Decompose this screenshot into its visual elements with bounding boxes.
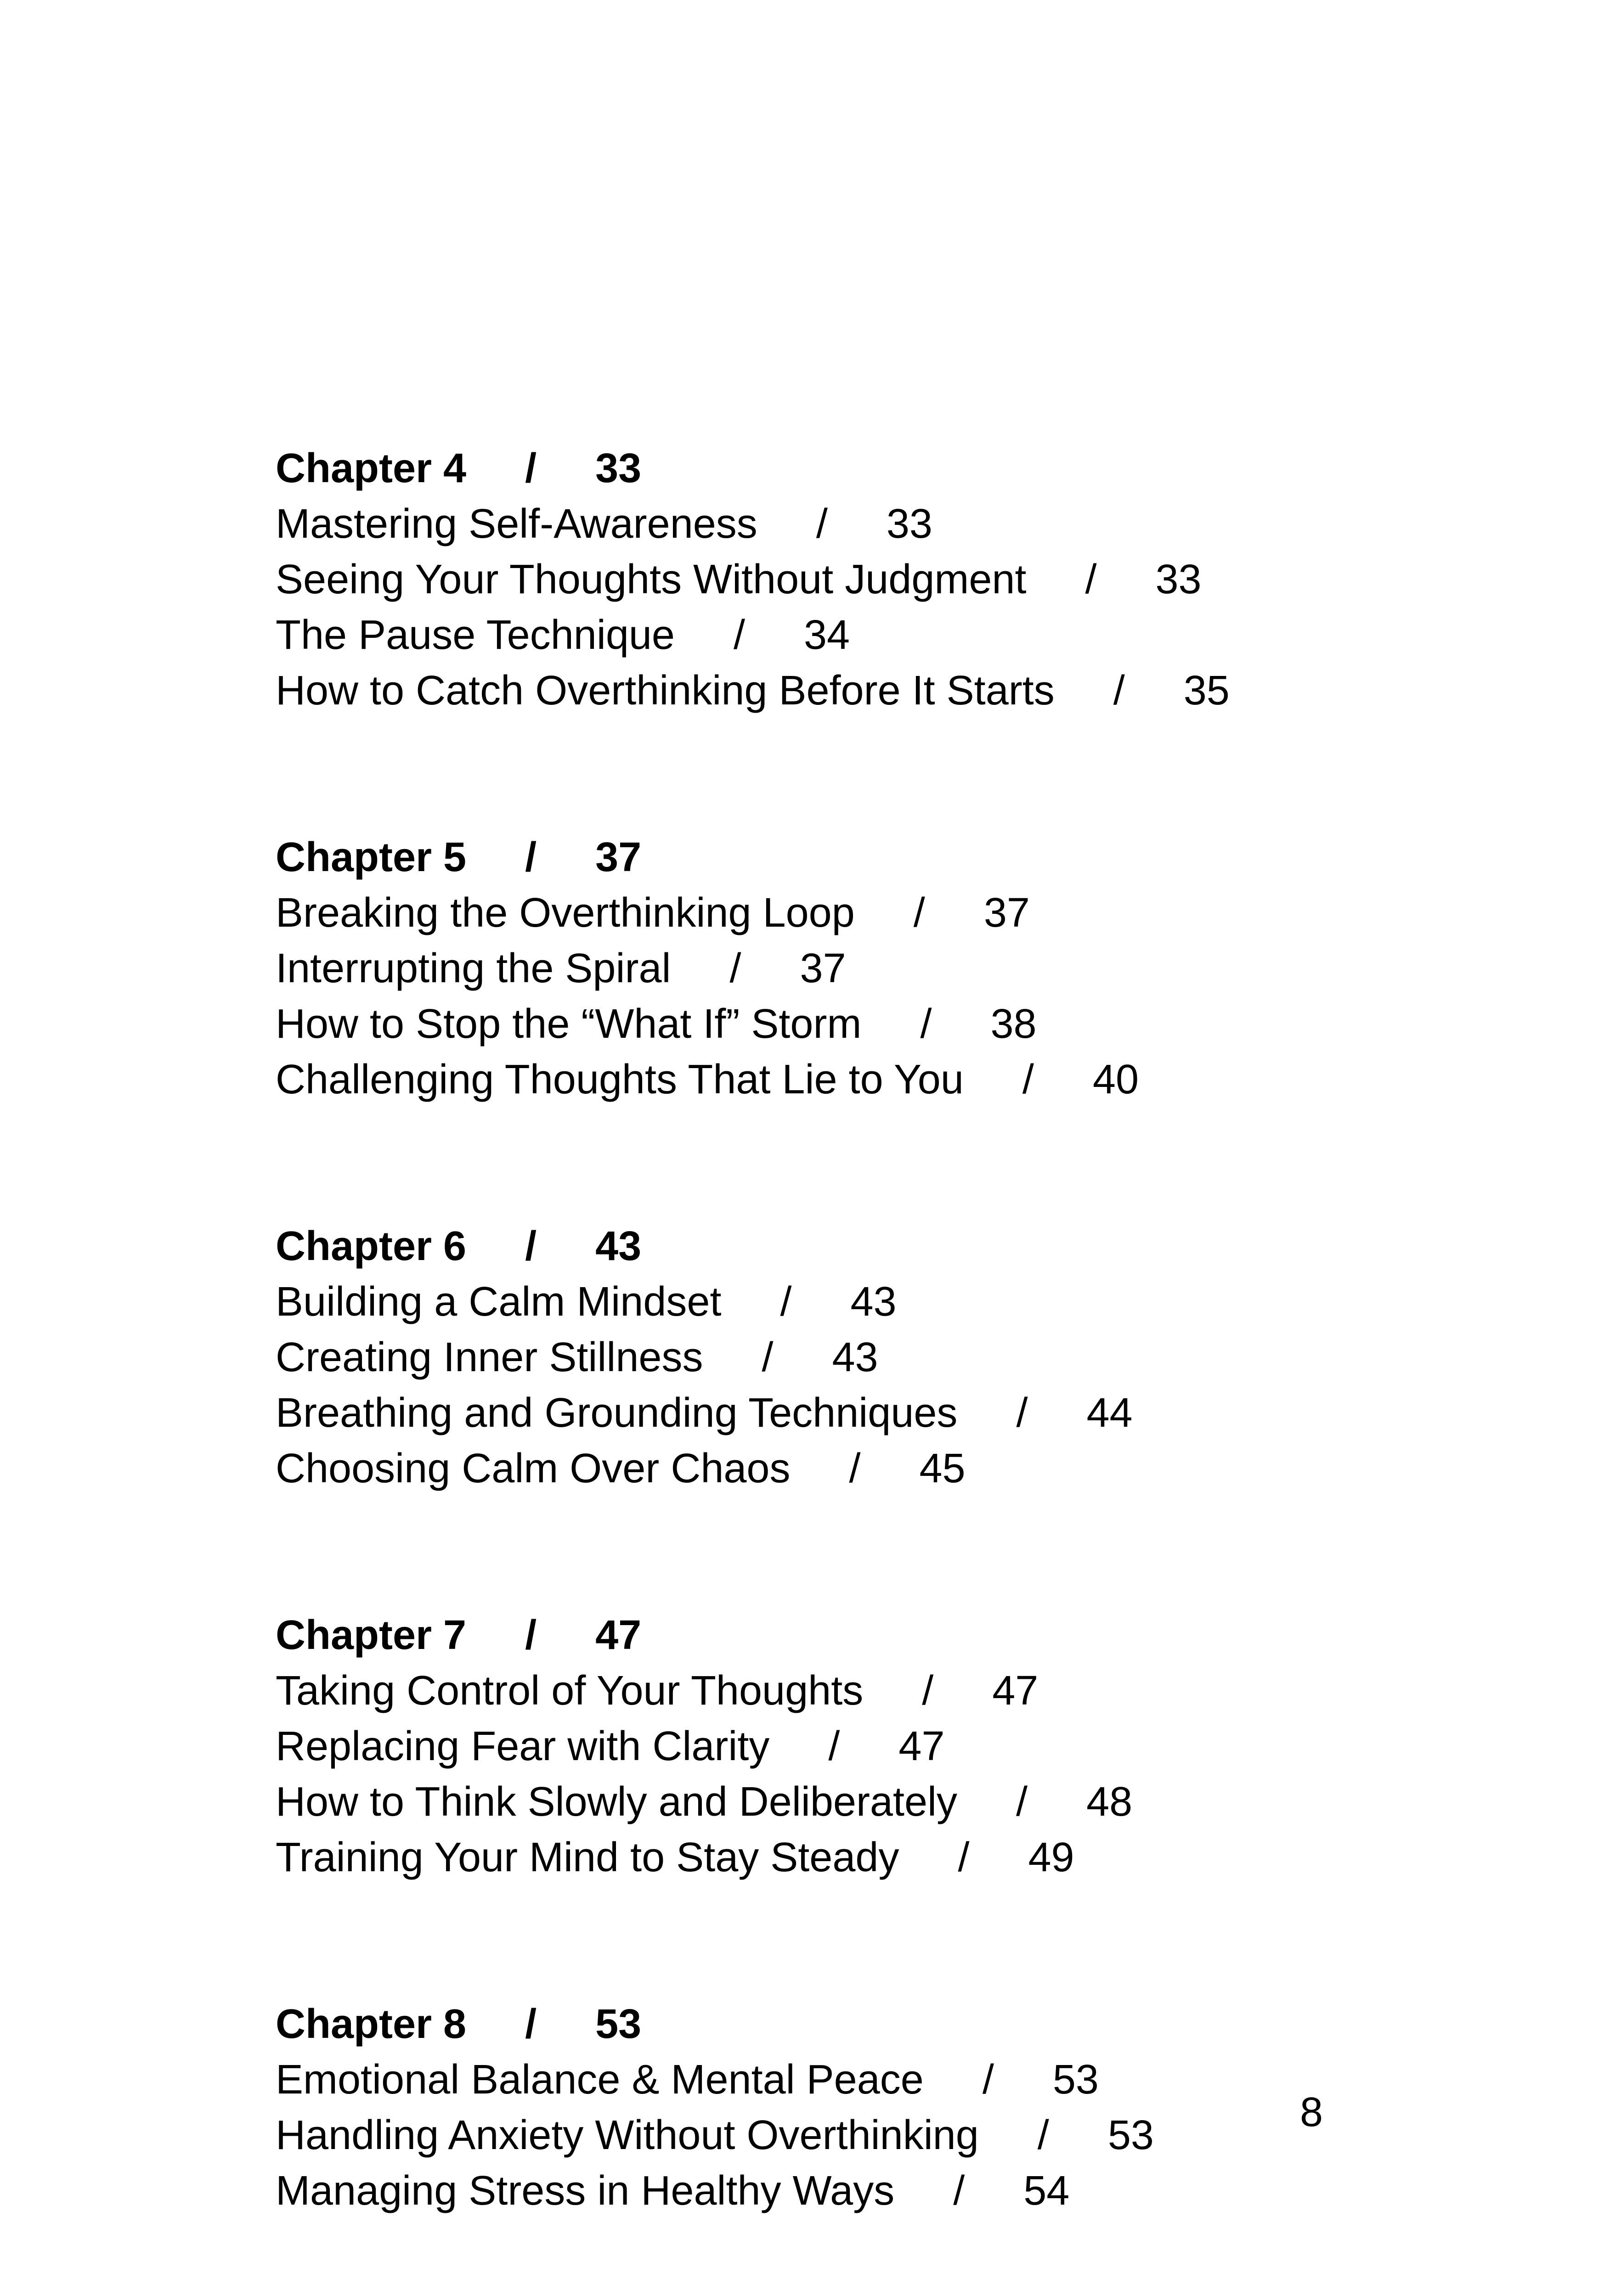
entry-page: 40 bbox=[1092, 1057, 1139, 1103]
separator: / bbox=[849, 1446, 861, 1491]
entry-title: How to Catch Overthinking Before It Starts bbox=[276, 668, 1055, 714]
toc-section-chapter-8 bbox=[276, 1997, 1516, 2219]
entry-title: Mastering Self-Awareness bbox=[276, 501, 757, 547]
toc-section-chapter-5 bbox=[276, 830, 1516, 1108]
separator: / bbox=[525, 2001, 537, 2047]
toc-entry bbox=[276, 1719, 1516, 1774]
entry-page: 43 bbox=[832, 1334, 878, 1380]
separator: / bbox=[1016, 1779, 1028, 1825]
chapter-title: Chapter 5 bbox=[276, 834, 467, 880]
chapter-page: 33 bbox=[595, 445, 642, 491]
entry-page: 44 bbox=[1086, 1390, 1133, 1436]
toc-entry bbox=[276, 1441, 1516, 1497]
separator: / bbox=[953, 2168, 965, 2214]
entry-page: 33 bbox=[886, 501, 932, 547]
toc-entry bbox=[276, 2163, 1516, 2219]
toc-entry bbox=[276, 1385, 1516, 1441]
toc-entry bbox=[276, 1274, 1516, 1330]
chapter-page: 43 bbox=[595, 1223, 642, 1269]
entry-page: 49 bbox=[1028, 1835, 1074, 1880]
separator: / bbox=[1085, 557, 1097, 602]
separator: / bbox=[913, 890, 925, 936]
entry-title: Breaking the Overthinking Loop bbox=[276, 890, 855, 936]
toc-entry bbox=[276, 1663, 1516, 1719]
toc-entry bbox=[276, 608, 1516, 663]
separator: / bbox=[828, 1723, 840, 1769]
entry-page: 47 bbox=[898, 1723, 945, 1769]
separator: / bbox=[982, 2057, 994, 2103]
entry-page: 34 bbox=[804, 612, 850, 658]
entry-page: 48 bbox=[1086, 1779, 1133, 1825]
entry-title: How to Stop the “What If” Storm bbox=[276, 1001, 862, 1047]
chapter-page: 47 bbox=[595, 1612, 642, 1658]
entry-title: Emotional Balance & Mental Peace bbox=[276, 2057, 924, 2103]
separator: / bbox=[1016, 1390, 1028, 1436]
separator: / bbox=[729, 945, 741, 991]
separator: / bbox=[733, 612, 745, 658]
entry-page: 54 bbox=[1023, 2168, 1070, 2214]
separator: / bbox=[958, 1835, 970, 1880]
entry-page: 43 bbox=[850, 1279, 897, 1325]
chapter-page: 37 bbox=[595, 834, 642, 880]
toc-chapter-heading bbox=[276, 1219, 1516, 1274]
separator: / bbox=[525, 1223, 537, 1269]
toc-chapter-heading bbox=[276, 830, 1516, 885]
chapter-title: Chapter 8 bbox=[276, 2001, 467, 2047]
chapter-title: Chapter 6 bbox=[276, 1223, 467, 1269]
entry-title: The Pause Technique bbox=[276, 612, 675, 658]
entry-title: Seeing Your Thoughts Without Judgment bbox=[276, 557, 1027, 602]
entry-title: Replacing Fear with Clarity bbox=[276, 1723, 770, 1769]
separator: / bbox=[920, 1001, 932, 1047]
toc-entry bbox=[276, 1774, 1516, 1830]
chapter-title: Chapter 4 bbox=[276, 445, 467, 491]
entry-page: 53 bbox=[1052, 2057, 1099, 2103]
entry-title: Taking Control of Your Thoughts bbox=[276, 1668, 864, 1714]
toc-chapter-heading bbox=[276, 1608, 1516, 1663]
toc-entry bbox=[276, 885, 1516, 941]
toc-entry bbox=[276, 1830, 1516, 1885]
toc-entry bbox=[276, 663, 1516, 719]
entry-page: 53 bbox=[1107, 2112, 1154, 2158]
separator: / bbox=[525, 1612, 537, 1658]
separator: / bbox=[525, 834, 537, 880]
page-number: 8 bbox=[1300, 2089, 1323, 2135]
chapter-title: Chapter 7 bbox=[276, 1612, 467, 1658]
separator: / bbox=[1037, 2112, 1049, 2158]
toc-entry bbox=[276, 941, 1516, 996]
entry-page: 33 bbox=[1155, 557, 1202, 602]
entry-title: Breathing and Grounding Techniques bbox=[276, 1390, 958, 1436]
toc-entry bbox=[276, 2108, 1516, 2163]
toc-entry bbox=[276, 1330, 1516, 1385]
separator: / bbox=[816, 501, 828, 547]
toc-entry bbox=[276, 552, 1516, 608]
toc-chapter-heading bbox=[276, 441, 1516, 496]
toc-section-chapter-6 bbox=[276, 1219, 1516, 1497]
separator: / bbox=[922, 1668, 934, 1714]
table-of-contents bbox=[276, 441, 1516, 2296]
entry-page: 37 bbox=[983, 890, 1030, 936]
separator: / bbox=[780, 1279, 792, 1325]
entry-title: Training Your Mind to Stay Steady bbox=[276, 1835, 899, 1880]
entry-title: Handling Anxiety Without Overthinking bbox=[276, 2112, 979, 2158]
entry-page: 47 bbox=[992, 1668, 1039, 1714]
separator: / bbox=[762, 1334, 774, 1380]
separator: / bbox=[1113, 668, 1125, 714]
toc-entry bbox=[276, 996, 1516, 1052]
entry-page: 37 bbox=[800, 945, 846, 991]
chapter-page: 53 bbox=[595, 2001, 642, 2047]
entry-page: 45 bbox=[919, 1446, 966, 1491]
entry-title: Managing Stress in Healthy Ways bbox=[276, 2168, 895, 2214]
entry-page: 35 bbox=[1183, 668, 1230, 714]
entry-title: Building a Calm Mindset bbox=[276, 1279, 722, 1325]
entry-page: 38 bbox=[990, 1001, 1037, 1047]
toc-entry bbox=[276, 2052, 1516, 2108]
toc-entry bbox=[276, 496, 1516, 552]
entry-title: How to Think Slowly and Deliberately bbox=[276, 1779, 958, 1825]
entry-title: Creating Inner Stillness bbox=[276, 1334, 703, 1380]
toc-entry bbox=[276, 1052, 1516, 1108]
entry-title: Challenging Thoughts That Lie to You bbox=[276, 1057, 964, 1103]
toc-section-chapter-7 bbox=[276, 1608, 1516, 1885]
toc-section-chapter-4 bbox=[276, 441, 1516, 719]
toc-chapter-heading bbox=[276, 1997, 1516, 2052]
entry-title: Choosing Calm Over Chaos bbox=[276, 1446, 791, 1491]
entry-title: Interrupting the Spiral bbox=[276, 945, 671, 991]
separator: / bbox=[1022, 1057, 1034, 1103]
separator: / bbox=[525, 445, 537, 491]
